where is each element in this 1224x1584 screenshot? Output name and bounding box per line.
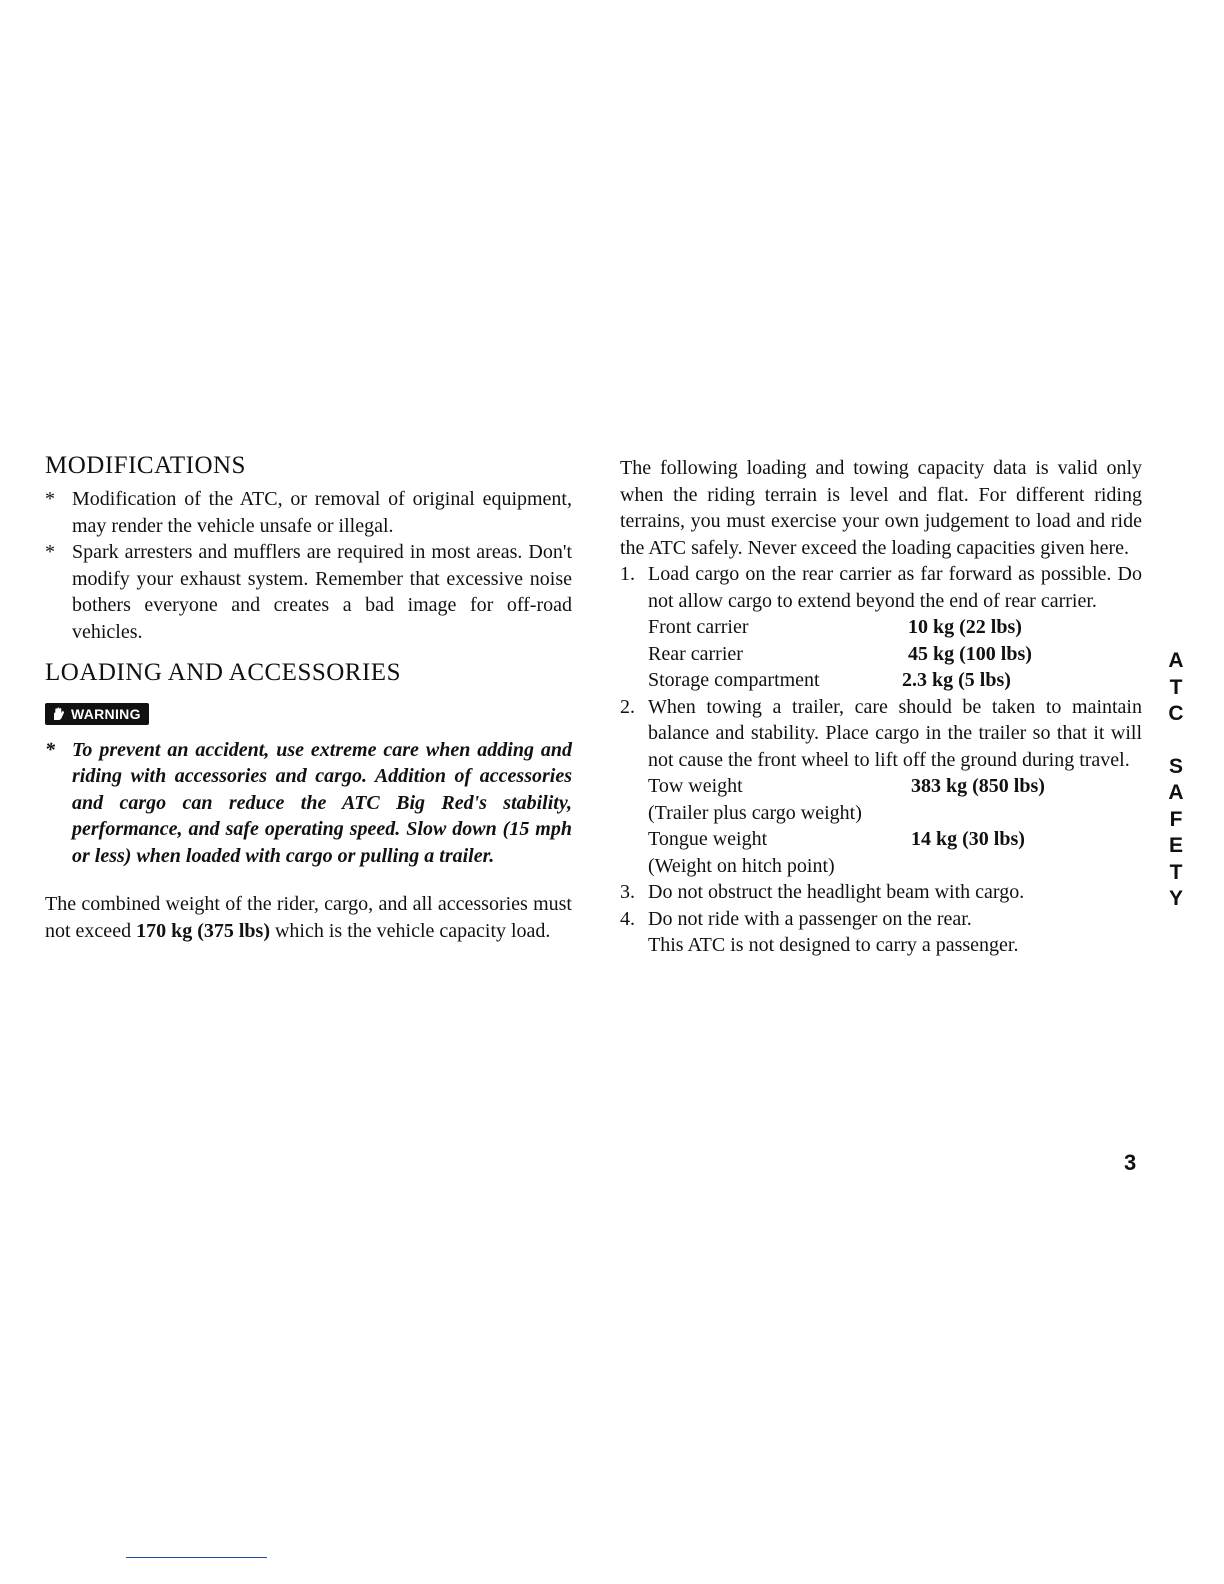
warning-text: To prevent an accident, use extreme care when adding and riding with accessories and cargo. Addition of accessories and cargo can reduce the ATC Big Red's stability, performance, and safe operating speed. Slow down (15 mph or less) when loaded with cargo or pulling a trailer.	[72, 738, 572, 867]
spec-value: 14 kg (30 lbs)	[911, 828, 1025, 850]
left-column	[45, 450, 572, 944]
capacity-value: 170 kg (375 lbs)	[136, 919, 270, 942]
side-tab-letter: A	[1168, 781, 1184, 804]
spec-row-tongue	[648, 826, 1142, 853]
side-tab-letter: T	[1169, 860, 1183, 884]
list-item-4	[620, 906, 1142, 959]
modifications-list	[45, 486, 572, 645]
capacity-paragraph	[45, 891, 572, 944]
spec-row-rear	[648, 641, 1142, 668]
modifications-heading: MODIFICATIONS	[45, 452, 246, 479]
list-item-1	[620, 561, 1142, 694]
modification-item-exhaust: Spark arresters and mufflers are required in most areas. Don't modify your exhaust system. Remember that excessive noise bothers everyone and creates a bad image for off-road vehicles.	[72, 541, 572, 643]
spec-label: Storage compartment	[648, 669, 820, 691]
warning-badge	[45, 703, 149, 725]
capacity-text-before: The combined weight of the rider, cargo, and all accessories must not exceed	[45, 893, 572, 942]
capacity-text-after: which is the vehicle capacity load.	[269, 919, 551, 942]
item-body	[648, 906, 1142, 959]
item-number: 4.	[620, 907, 635, 930]
side-tab-letter: E	[1168, 834, 1183, 857]
warning-item	[45, 737, 572, 870]
spec-label: Rear carrier	[648, 642, 743, 665]
tongue-note: (Weight on hitch point)	[648, 854, 835, 877]
spec-row-tow	[648, 773, 1142, 800]
item-number: 2.	[620, 695, 635, 718]
tow-note: (Trailer plus cargo weight)	[648, 801, 862, 824]
spec-value: 383 kg (850 lbs)	[911, 775, 1045, 797]
modification-item-equipment: Modification of the ATC, or removal of original equipment, may render the vehicle unsafe or illegal.	[72, 488, 572, 537]
side-tab-letter: F	[1169, 807, 1183, 831]
warning-label: WARNING	[71, 706, 141, 722]
intro-paragraph: The following loading and towing capacity data is valid only when the riding terrain is level and flat. For different riding terrains, you must exercise your own judgement to load and ride the ATC safely. Never exceed the loading capacities given here.	[620, 457, 1142, 559]
item-text: When towing a trailer, care should be taken to maintain balance and stability. Place cargo in the trailer so that it will not cause the front wheel to lift off the ground during travel.	[648, 695, 1142, 771]
item-note: This ATC is not designed to carry a passenger.	[648, 934, 1019, 956]
item-body	[648, 561, 1142, 694]
bullet-mark: *	[45, 541, 55, 563]
item-text: Do not obstruct the headlight beam with cargo.	[648, 881, 1025, 903]
side-tab-letter: S	[1168, 754, 1183, 778]
hand-warning-icon	[51, 707, 67, 722]
spec-value: 10 kg (22 lbs)	[908, 616, 1022, 638]
side-tab-letter: C	[1168, 702, 1184, 725]
spec-label: Tongue weight	[648, 828, 768, 850]
side-tab-letter: A	[1168, 649, 1184, 672]
list-item-3	[620, 879, 1142, 906]
item-text: Do not ride with a passenger on the rear.	[648, 907, 972, 930]
loading-heading: LOADING AND ACCESSORIES	[45, 659, 401, 686]
page-number: 3	[1124, 1150, 1137, 1175]
spec-label: Tow weight	[648, 775, 743, 797]
list-item	[45, 539, 572, 645]
section-side-tab	[1160, 648, 1192, 913]
side-tab-letter: Y	[1168, 887, 1183, 910]
item-number: 3.	[620, 881, 635, 903]
footer-rule	[126, 1557, 267, 1558]
bullet-mark: *	[45, 738, 55, 761]
side-tab-gap	[1160, 728, 1192, 754]
list-item	[45, 486, 572, 539]
spec-row-storage	[648, 667, 1142, 694]
item-body	[648, 694, 1142, 880]
spec-value: 45 kg (100 lbs)	[908, 642, 1032, 665]
item-number: 1.	[620, 563, 635, 585]
side-tab-letter: T	[1169, 675, 1183, 699]
bullet-mark: *	[45, 488, 55, 510]
right-column	[620, 455, 1142, 959]
spec-value: 2.3 kg (5 lbs)	[902, 669, 1011, 691]
list-item-2	[620, 694, 1142, 880]
spec-row-front	[648, 614, 1142, 641]
item-text: Load cargo on the rear carrier as far forward as possible. Do not allow cargo to extend beyond the end of rear carrier.	[648, 563, 1142, 612]
spec-label: Front carrier	[648, 616, 749, 638]
